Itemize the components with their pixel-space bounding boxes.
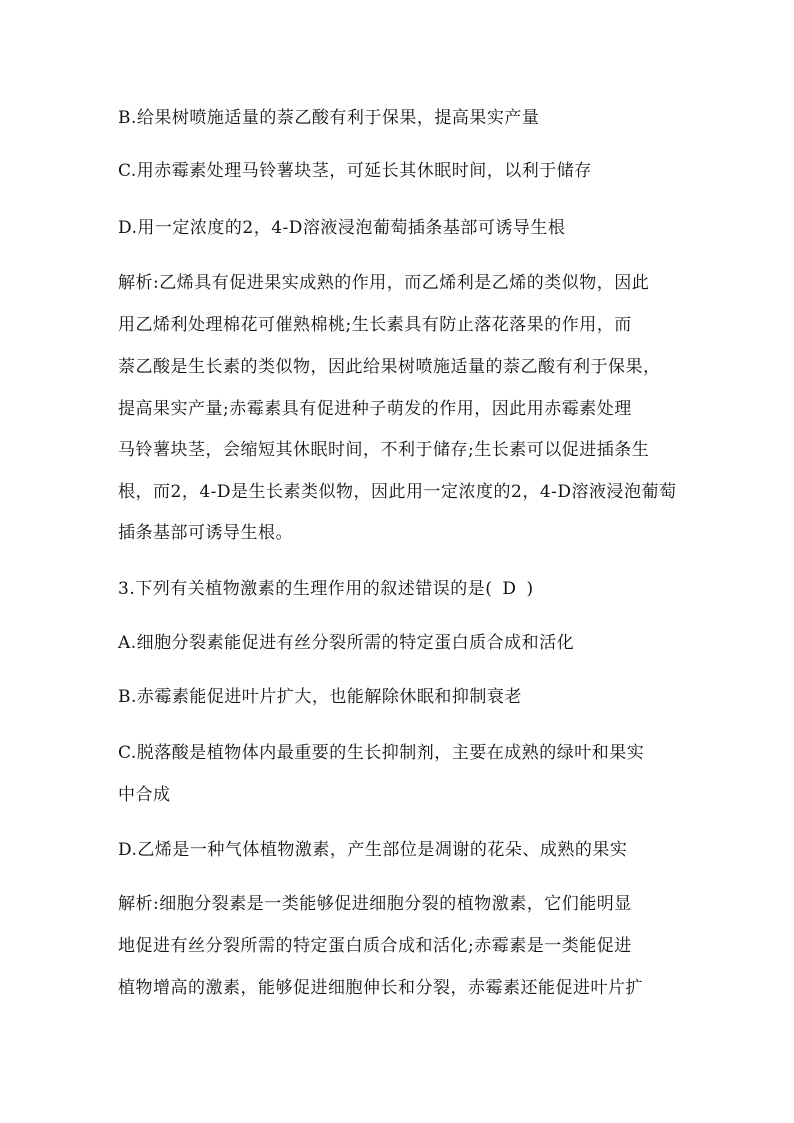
- q3-option-c: C.脱落酸是植物体内最重要的生长抑制剂，主要在成熟的绿叶和果实: [118, 743, 645, 763]
- q2-analysis-line: 萘乙酸是生长素的类似物，因此给果树喷施适量的萘乙酸有利于保果，: [118, 357, 661, 377]
- q2-option-d: D.用一定浓度的2，4-D溶液浸泡葡萄插条基部可诱导生根: [118, 218, 566, 238]
- q3-analysis-line: 地促进有丝分裂所需的特定蛋白质合成和活化;赤霉素是一类能促进: [118, 936, 632, 956]
- q3-stem-close: ): [526, 579, 534, 599]
- q2-analysis-line: 用乙烯利处理棉花可催熟棉桃;生长素具有防止落花落果的作用，而: [118, 315, 632, 335]
- q2-analysis-line: 提高果实产量;赤霉素具有促进种子萌发的作用，因此用赤霉素处理: [118, 399, 632, 419]
- q2-option-b: B.给果树喷施适量的萘乙酸有利于保果，提高果实产量: [118, 108, 540, 128]
- q3-answer: D: [502, 579, 517, 599]
- q2-option-c: C.用赤霉素处理马铃薯块茎，可延长其休眠时间，以利于储存: [118, 161, 592, 181]
- q3-analysis-line: 解析:细胞分裂素是一类能够促进细胞分裂的植物激素，它们能明显: [118, 894, 632, 914]
- q3-option-c-continued: 中合成: [118, 785, 171, 805]
- q2-analysis-line: 马铃薯块茎，会缩短其休眠时间，不利于储存;生长素可以促进插条生: [118, 440, 650, 460]
- q3-option-d: D.乙烯是一种气体植物激素，产生部位是凋谢的花朵、成熟的果实: [118, 840, 628, 860]
- q3-option-a: A.细胞分裂素能促进有丝分裂所需的特定蛋白质合成和活化: [118, 633, 575, 653]
- q2-analysis-line: 根，而2，4-D是生长素类似物，因此用一定浓度的2，4-D溶液浸泡葡萄: [118, 482, 677, 502]
- q2-analysis-line: 插条基部可诱导生根。: [118, 523, 293, 543]
- q3-stem-text: 3.下列有关植物激素的生理作用的叙述错误的是(: [118, 579, 493, 599]
- q3-option-b: B.赤霉素能促进叶片扩大，也能解除休眠和抑制衰老: [118, 687, 522, 707]
- q3-stem: [118, 578, 534, 600]
- q3-analysis-line: 植物增高的激素，能够促进细胞伸长和分裂，赤霉素还能促进叶片扩: [118, 978, 643, 998]
- q2-analysis-line: 解析:乙烯具有促进果实成熟的作用，而乙烯利是乙烯的类似物，因此: [118, 273, 650, 293]
